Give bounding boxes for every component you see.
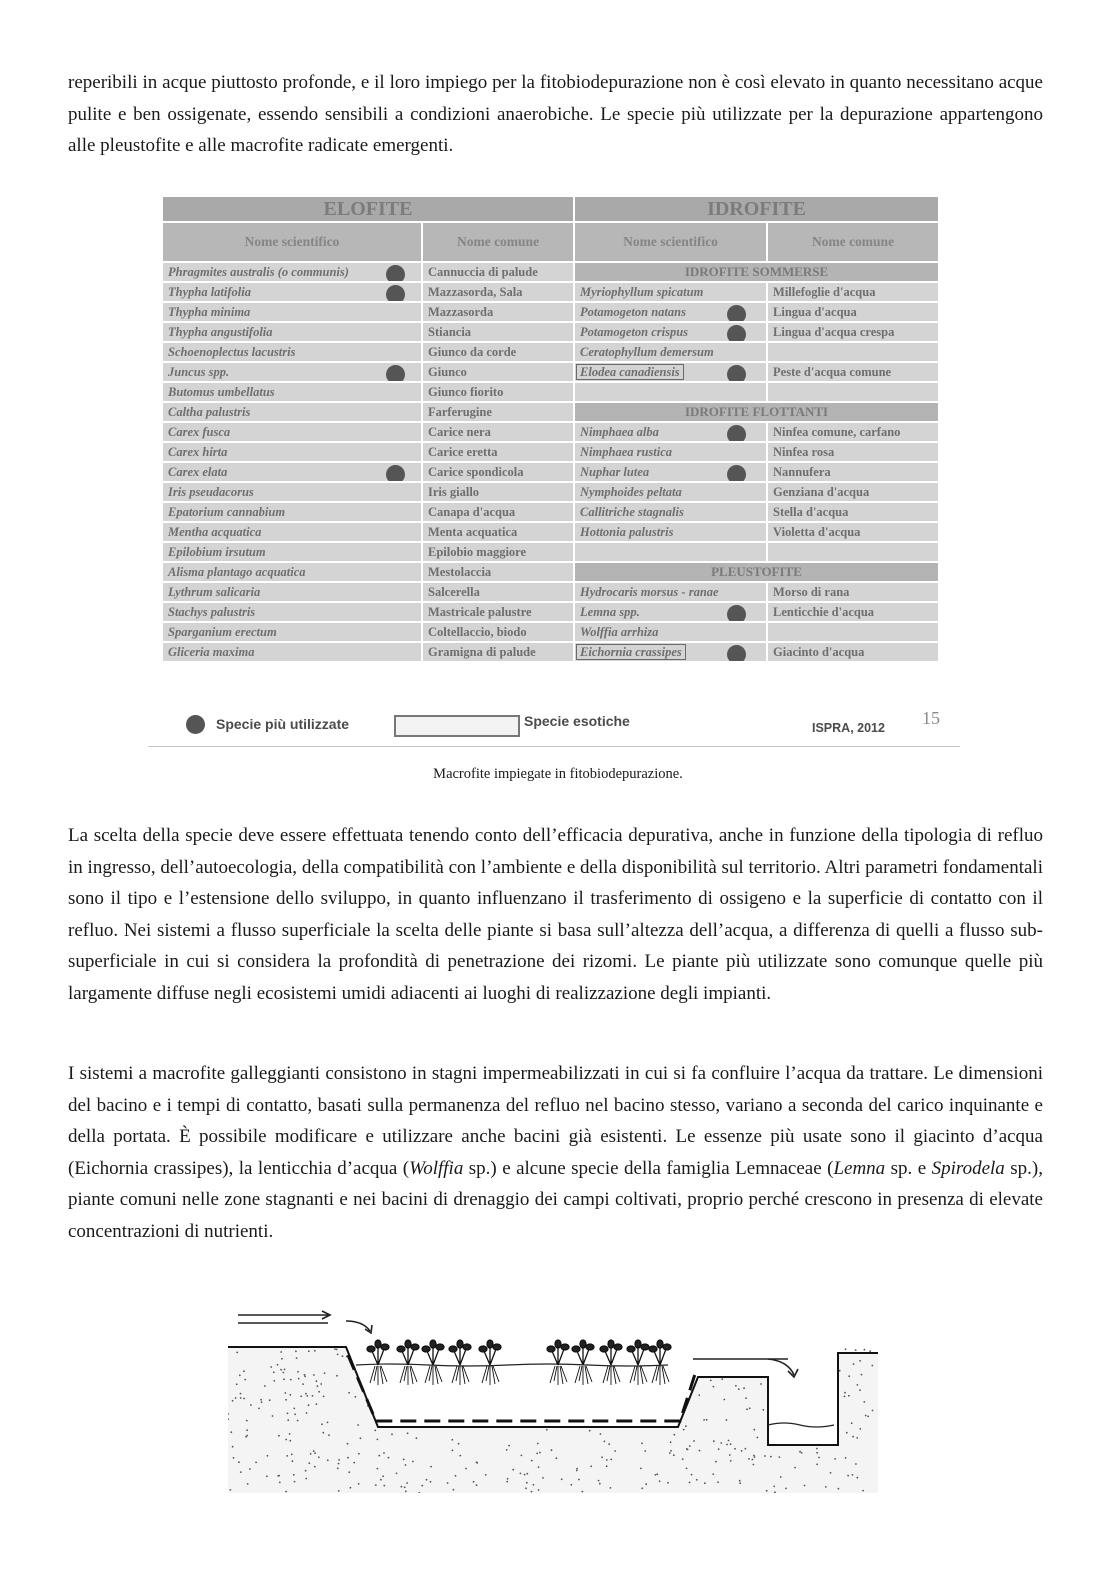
cell-elofite-common: Epilobio maggiore (422, 542, 574, 562)
cell-idrofite-common: Giacinto d'acqua (767, 642, 939, 662)
cell-idrofite-scientific: Lemna spp. (574, 602, 767, 622)
table-row (162, 542, 939, 562)
outflow-arrow-icon (693, 1359, 798, 1377)
table-row (162, 642, 939, 662)
table-row (162, 302, 939, 322)
most-used-dot-icon (727, 365, 746, 382)
cell-elofite-common: Canapa d'acqua (422, 502, 574, 522)
cell-elofite-common: Carice nera (422, 422, 574, 442)
floating-macrophyte-pond-diagram (228, 1295, 878, 1493)
cell-elofite-common: Carice spondicola (422, 462, 574, 482)
header-elofite: ELOFITE (162, 196, 574, 222)
most-used-dot-icon (386, 285, 405, 302)
cell-elofite-common: Farferugine (422, 402, 574, 422)
most-used-dot-icon (727, 425, 746, 442)
cell-elofite-scientific: Sparganium erectum (162, 622, 422, 642)
most-used-dot-icon (727, 465, 746, 482)
cell-idrofite-common (767, 342, 939, 362)
most-used-dot-icon (727, 325, 746, 342)
cell-elofite-scientific: Alisma plantago acquatica (162, 562, 422, 582)
cell-idrofite-common: Lingua d'acqua (767, 302, 939, 322)
table-row (162, 402, 939, 422)
cell-elofite-scientific: Thypha latifolia (162, 282, 422, 302)
table-row (162, 462, 939, 482)
legend-used-label: Specie più utilizzate (216, 716, 350, 732)
cell-elofite-scientific: Caltha palustris (162, 402, 422, 422)
slide-number: 15 (922, 708, 940, 728)
table-row (162, 422, 939, 442)
cell-idrofite-common: Ninfea rosa (767, 442, 939, 462)
floating-plants-icon (367, 1340, 671, 1385)
legend-box-icon (394, 715, 520, 737)
inflow-arrows-icon (238, 1311, 372, 1333)
macrophyte-table-figure (148, 190, 960, 747)
table-row (162, 582, 939, 602)
cell-idrofite-common: Lenticchie d'acqua (767, 602, 939, 622)
table-body (162, 262, 939, 662)
cell-elofite-common: Mazzasorda (422, 302, 574, 322)
legend-exotic-label: Specie esotiche (524, 713, 630, 729)
cell-idrofite-common (767, 382, 939, 402)
macrophyte-table (161, 195, 940, 663)
cell-idrofite-common: Peste d'acqua comune (767, 362, 939, 382)
cell-elofite-common: Gramigna di palude (422, 642, 574, 662)
most-used-dot-icon (386, 365, 405, 382)
cell-elofite-common: Mazzasorda, Sala (422, 282, 574, 302)
table-row (162, 602, 939, 622)
cell-elofite-common: Carice eretta (422, 442, 574, 462)
table-row (162, 502, 939, 522)
cell-elofite-scientific: Carex fusca (162, 422, 422, 442)
cell-elofite-common: Mastricale palustre (422, 602, 574, 622)
exotic-species-box: Eichornia crassipes (576, 644, 686, 660)
cell-elofite-common: Salcerella (422, 582, 574, 602)
cell-idrofite-scientific: Nimphaea rustica (574, 442, 767, 462)
table-row (162, 342, 939, 362)
col-header-common-elofite: Nome comune (422, 222, 574, 262)
cell-elofite-scientific: Epilobium irsutum (162, 542, 422, 562)
cell-elofite-scientific: Gliceria maxima (162, 642, 422, 662)
intro-paragraph: reperibili in acque piuttosto profonde, e il loro impiego per la fitobiodepurazione non è così elevato in quanto necessitano acque pulite e ben ossigenate, essendo sensibili a condizioni anaerobiche. Le specie più utilizzate per la depurazione appartengono alle pleustofite e alle macrofite radicate emergenti. (68, 72, 1043, 157)
section-header-idrofite: IDROFITE FLOTTANTI (574, 402, 939, 422)
cell-elofite-scientific: Butomus umbellatus (162, 382, 422, 402)
cell-elofite-scientific: Schoenoplectus lacustris (162, 342, 422, 362)
cell-elofite-common: Menta acquatica (422, 522, 574, 542)
cell-idrofite-common: Ninfea comune, carfano (767, 422, 939, 442)
cell-idrofite-common: Violetta d'acqua (767, 522, 939, 542)
table-row (162, 562, 939, 582)
most-used-dot-icon (386, 465, 405, 482)
header-idrofite: IDROFITE (574, 196, 939, 222)
cell-idrofite-scientific: Potamogeton natans (574, 302, 767, 322)
cell-idrofite-scientific: Hottonia palustris (574, 522, 767, 542)
cell-idrofite-common: Lingua d'acqua crespa (767, 322, 939, 342)
table-row (162, 362, 939, 382)
cell-idrofite-scientific: Nymphoides peltata (574, 482, 767, 502)
paragraph-floating-systems: I sistemi a macrofite galleggianti consistono in stagni impermeabilizzati in cui si fa confluire l’acqua da trattare. Le dimensioni del bacino e i tempi di contatto, basati sulla permanenza del refluo nel bacino stesso, variano a seconda del carico inquinante e della portata. È possibile modificare e utilizzare anche bacini già esistenti. Le essenze più usate sono il giacinto d’acqua (Eichornia crassipes), la lenticchia d’acqua (Wolffia sp.) e alcune specie della famiglia Lemnaceae (Lemna sp. e Spirodela sp.), piante comuni nelle zone stagnanti e nei bacini di drenaggio dei campi coltivati, proprio perché crescono in presenza di elevate concentrazioni di nutrienti. (68, 1063, 1043, 1242)
cell-idrofite-common: Genziana d'acqua (767, 482, 939, 502)
cell-elofite-scientific: Thypha angustifolia (162, 322, 422, 342)
cell-idrofite-scientific: Potamogeton crispus (574, 322, 767, 342)
table-row (162, 522, 939, 542)
cell-elofite-scientific: Stachys palustris (162, 602, 422, 622)
cell-idrofite-scientific: Hydrocaris morsus - ranae (574, 582, 767, 602)
figure-caption: Macrofite impiegate in fitobiodepurazione. (433, 766, 683, 782)
table-row (162, 442, 939, 462)
table-row (162, 262, 939, 282)
legend-dot-icon (186, 715, 205, 734)
paragraph-species-choice: La scelta della specie deve essere effettuata tenendo conto dell’efficacia depurativa, anche in funzione della tipologia di refluo in ingresso, dell’autoecologia, della compatibilità con l’ambiente e della disponibilità sul territorio. Altri parametri fondamentali sono il tipo e l’estensione dello sviluppo, in quanto influenzano il trasferimento di ossigeno e la superficie di contatto con il refluo. Nei sistemi a flusso superficiale la scelta delle piante si basa sull’altezza dell’acqua, a differenza di quelli a flusso sub-superficiale in cui si considera la profondità di penetrazione dei rizomi. Le piante più utilizzate sono comunque quelle più largamente diffuse negli ecosistemi umidi adiacenti ai luoghi di realizzazione degli impianti. (68, 825, 1043, 1004)
col-header-sci-idrofite: Nome scientifico (574, 222, 767, 262)
cell-elofite-common: Coltellaccio, biodo (422, 622, 574, 642)
cell-idrofite-common (767, 622, 939, 642)
cell-idrofite-scientific: Wolffia arrhiza (574, 622, 767, 642)
figure-legend (148, 704, 960, 740)
cell-elofite-scientific: Carex elata (162, 462, 422, 482)
cell-elofite-common: Giunco da corde (422, 342, 574, 362)
col-header-common-idrofite: Nome comune (767, 222, 939, 262)
most-used-dot-icon (386, 265, 405, 282)
cell-elofite-common: Cannuccia di palude (422, 262, 574, 282)
section-header-idrofite: PLEUSTOFITE (574, 562, 939, 582)
cell-elofite-common: Giunco fiorito (422, 382, 574, 402)
figure-source: ISPRA, 2012 (812, 721, 885, 735)
most-used-dot-icon (727, 305, 746, 322)
most-used-dot-icon (727, 645, 746, 662)
cell-elofite-scientific: Epatorium cannabium (162, 502, 422, 522)
cell-idrofite-common: Stella d'acqua (767, 502, 939, 522)
cell-elofite-scientific: Iris pseudacorus (162, 482, 422, 502)
most-used-dot-icon (727, 605, 746, 622)
table-row (162, 382, 939, 402)
cell-elofite-common: Stiancia (422, 322, 574, 342)
cell-idrofite-scientific: Nuphar lutea (574, 462, 767, 482)
table-row (162, 482, 939, 502)
table-row (162, 322, 939, 342)
cell-idrofite-scientific (574, 362, 767, 382)
cell-elofite-common: Giunco (422, 362, 574, 382)
cell-elofite-scientific: Mentha acquatica (162, 522, 422, 542)
cell-idrofite-common (767, 542, 939, 562)
cell-idrofite-common: Millefoglie d'acqua (767, 282, 939, 302)
cell-elofite-scientific: Juncus spp. (162, 362, 422, 382)
cell-elofite-scientific: Thypha minima (162, 302, 422, 322)
cell-idrofite-scientific (574, 382, 767, 402)
col-header-sci-elofite: Nome scientifico (162, 222, 422, 262)
cell-idrofite-scientific: Nimphaea alba (574, 422, 767, 442)
cell-idrofite-common: Nannufera (767, 462, 939, 482)
table-row (162, 622, 939, 642)
cell-idrofite-scientific (574, 642, 767, 662)
cell-idrofite-scientific: Callitriche stagnalis (574, 502, 767, 522)
cell-elofite-common: Mestolaccia (422, 562, 574, 582)
cell-idrofite-scientific (574, 542, 767, 562)
cell-elofite-common: Iris giallo (422, 482, 574, 502)
section-header-idrofite: IDROFITE SOMMERSE (574, 262, 939, 282)
cell-idrofite-common: Morso di rana (767, 582, 939, 602)
table-row (162, 282, 939, 302)
exotic-species-box: Elodea canadiensis (576, 364, 684, 380)
cell-idrofite-scientific: Myriophyllum spicatum (574, 282, 767, 302)
cell-elofite-scientific: Carex hirta (162, 442, 422, 462)
cell-elofite-scientific: Phragmites australis (o communis) (162, 262, 422, 282)
cell-idrofite-scientific: Ceratophyllum demersum (574, 342, 767, 362)
cell-elofite-scientific: Lythrum salicaria (162, 582, 422, 602)
